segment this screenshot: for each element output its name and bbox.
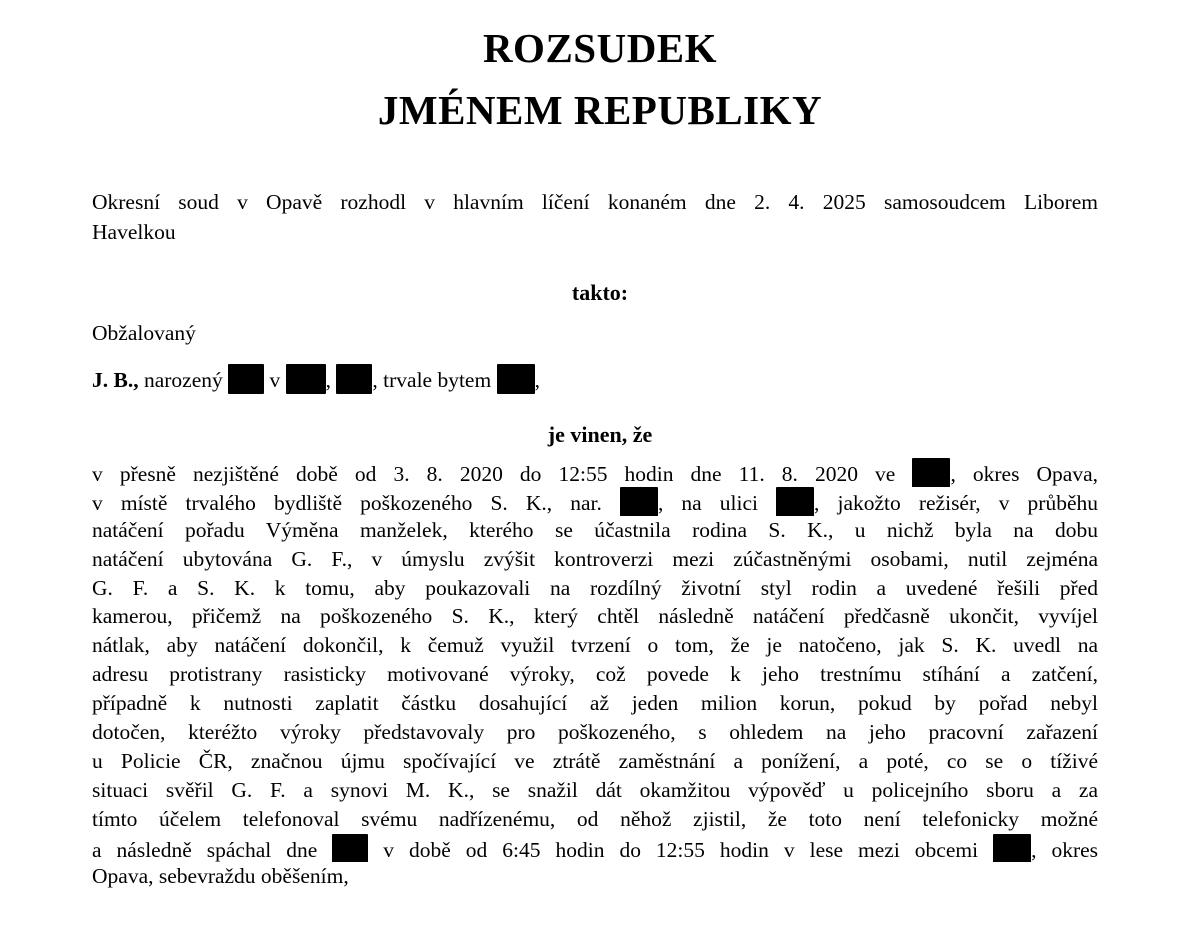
paragraph-row: nátlak, aby natáčení dokončil, k čemuž využil tvrzení o tom, že je natočeno, jak S. K. uvedl na xyxy=(92,633,1098,658)
paragraph-row: G. F. a S. K. k tomu, aby poukazovali na rozdílný životní styl rodin a uvedené řešili před xyxy=(92,575,1098,600)
paragraph-row xyxy=(92,458,1098,487)
redaction-box xyxy=(776,487,814,516)
redaction-box xyxy=(912,458,950,487)
row-text: , okres Opava, xyxy=(950,462,1098,486)
redaction-box xyxy=(497,364,535,394)
defendant-text-born: narozený xyxy=(138,368,229,392)
row-text: v přesně nezjištěné době od 3. 8. 2020 do 12:55 hodin dne 11. 8. 2020 ve xyxy=(92,462,896,486)
paragraph-row: u Policie ČR, značnou újmu spočívající ve ztrátě zaměstnání a ponížení, a poté, co se o tíživé xyxy=(92,748,1098,773)
defendant-text-residence: , trvale bytem xyxy=(372,368,497,392)
paragraph-row: Opava, sebevraždu oběšením, xyxy=(92,864,349,889)
document-subtitle: JMÉNEM REPUBLIKY xyxy=(377,87,823,133)
row-text: v době od 6:45 hodin do 12:55 hodin v lese mezi obcemi xyxy=(383,837,979,862)
defendant-text-in: v xyxy=(264,368,286,392)
paragraph-row xyxy=(92,487,1098,516)
defendant-name: J. B., xyxy=(92,368,139,392)
document-title: ROZSUDEK xyxy=(482,25,718,71)
row-text: , okres xyxy=(1031,837,1098,862)
row-text: v místě trvalého bydliště poškozeného S. K., nar. xyxy=(92,490,602,515)
obzalovany-label: Obžalovaný xyxy=(92,321,196,345)
redaction-box xyxy=(332,834,368,863)
redaction-box xyxy=(286,364,326,394)
redaction-box xyxy=(993,834,1031,863)
redaction-box xyxy=(228,364,264,394)
paragraph-row: situaci svěřil G. F. a synovi M. K., se snažil dát okamžitou výpověď u policejního sboru a za xyxy=(92,777,1098,802)
defendant-line xyxy=(92,364,1098,395)
paragraph-row: natáčení ubytována G. F., v úmyslu zvýšit kontroverzi mezi zúčastněnými osobami, nutil zejména xyxy=(92,546,1098,571)
verdict-heading: je vinen, že xyxy=(547,422,653,447)
paragraph-row xyxy=(92,834,1098,863)
row-text: , na ulici xyxy=(657,490,758,515)
paragraph-row: tímto účelem telefonoval svému nadřízenému, od něhož zjistil, že toto není telefonicky možné xyxy=(92,806,1098,831)
paragraph-row: případně k nutnosti zaplatit částku dosahující až jeden milion korun, pokud by pořad nebyl xyxy=(92,691,1098,716)
intro-line-2: Havelkou xyxy=(92,220,176,244)
defendant-text-end: , xyxy=(534,368,540,392)
redaction-box xyxy=(620,487,658,516)
intro-line-1: Okresní soud v Opavě rozhodl v hlavním líčení konaném dne 2. 4. 2025 samosoudcem Liborem xyxy=(92,190,1098,214)
paragraph-row: adresu protistrany rasisticky motivované výroky, což povede k jeho trestnímu stíhání a zatčení, xyxy=(92,662,1098,687)
row-text: , jakožto režisér, v průběhu xyxy=(814,490,1098,515)
defendant-text-comma: , xyxy=(325,368,337,392)
takto-heading: takto: xyxy=(571,280,629,305)
paragraph-row: natáčení pořadu Výměna manželek, kterého se účastnila rodina S. K., u nichž byla na dobu xyxy=(92,517,1098,542)
row-text: a následně spáchal dne xyxy=(92,837,318,862)
verdict-paragraph xyxy=(92,458,1098,891)
paragraph-row: kamerou, přičemž na poškozeného S. K., který chtěl následně natáčení předčasně ukončit, vyvíjel xyxy=(92,604,1098,629)
redaction-box xyxy=(336,364,372,394)
paragraph-row: dotočen, kteréžto výroky představovaly pro poškozeného, s ohledem na jeho pracovní zařazení xyxy=(92,720,1098,745)
